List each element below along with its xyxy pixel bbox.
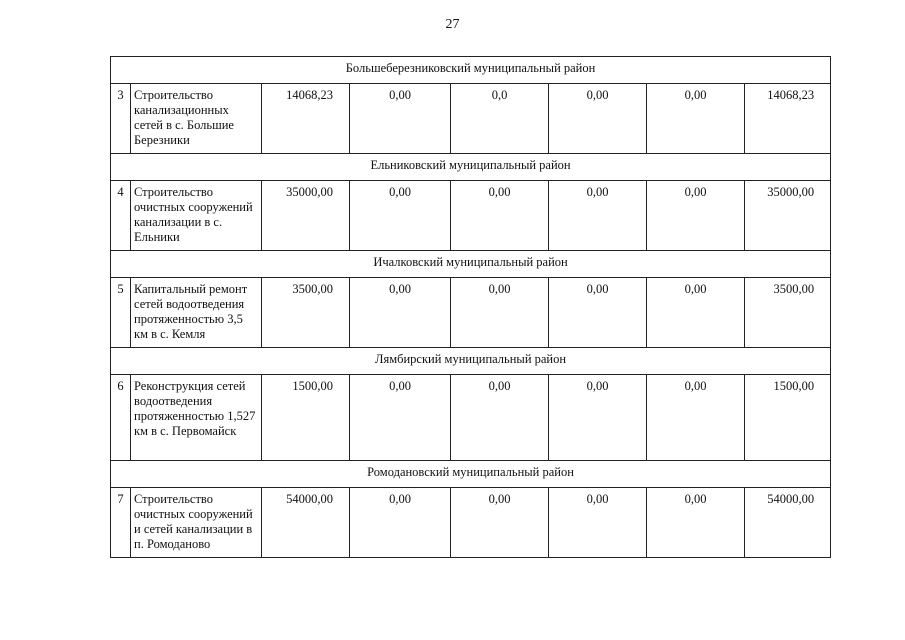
value-cell: 0,00 [647,375,745,461]
district-name: Большеберезниковский муниципальный район [111,57,831,84]
row-number: 5 [111,278,131,348]
table-row [111,488,831,558]
value-cell: 0,00 [549,181,647,251]
district-row [111,251,831,278]
value-cell: 35000,00 [262,181,350,251]
value-cell: 0,00 [350,488,451,558]
value-cell: 0,00 [451,278,549,348]
district-row [111,154,831,181]
row-number: 3 [111,84,131,154]
district-name: Лямбирский муниципальный район [111,348,831,375]
district-row [111,461,831,488]
district-name: Ромодановский муниципальный район [111,461,831,488]
value-cell: 14068,23 [262,84,350,154]
value-cell: 0,00 [647,84,745,154]
value-cell: 0,00 [549,84,647,154]
value-cell: 0,00 [350,181,451,251]
project-name: Строительство очистных сооружений канализации в с. Ельники [131,181,262,251]
value-cell: 3500,00 [262,278,350,348]
district-name: Ичалковский муниципальный район [111,251,831,278]
value-cell: 0,00 [451,181,549,251]
value-cell-total: 1500,00 [745,375,831,461]
table-row [111,278,831,348]
district-row [111,57,831,84]
value-cell: 0,00 [549,488,647,558]
value-cell: 0,00 [350,278,451,348]
value-cell: 0,00 [350,84,451,154]
project-name: Реконструкция сетей водоотведения протяженностью 1,527 км в с. Первомайск [131,375,262,461]
value-cell-total: 3500,00 [745,278,831,348]
value-cell: 54000,00 [262,488,350,558]
value-cell-total: 35000,00 [745,181,831,251]
value-cell: 0,00 [451,488,549,558]
budget-table [110,56,831,558]
table-row [111,84,831,154]
value-cell: 0,00 [451,375,549,461]
project-name: Строительство канализационных сетей в с. Большие Березники [131,84,262,154]
value-cell: 0,00 [647,181,745,251]
value-cell: 0,00 [350,375,451,461]
value-cell: 0,00 [647,278,745,348]
value-cell: 0,0 [451,84,549,154]
value-cell-total: 14068,23 [745,84,831,154]
district-name: Ельниковский муниципальный район [111,154,831,181]
value-cell: 0,00 [549,375,647,461]
value-cell: 1500,00 [262,375,350,461]
value-cell-total: 54000,00 [745,488,831,558]
table-row [111,181,831,251]
row-number: 6 [111,375,131,461]
row-number: 4 [111,181,131,251]
value-cell: 0,00 [647,488,745,558]
value-cell: 0,00 [549,278,647,348]
district-row [111,348,831,375]
row-number: 7 [111,488,131,558]
table-row [111,375,831,461]
project-name: Строительство очистных сооружений и сетей канализации в п. Ромоданово [131,488,262,558]
project-name: Капитальный ремонт сетей водоотведения протяженностью 3,5 км в с. Кемля [131,278,262,348]
page-number: 27 [445,17,460,32]
